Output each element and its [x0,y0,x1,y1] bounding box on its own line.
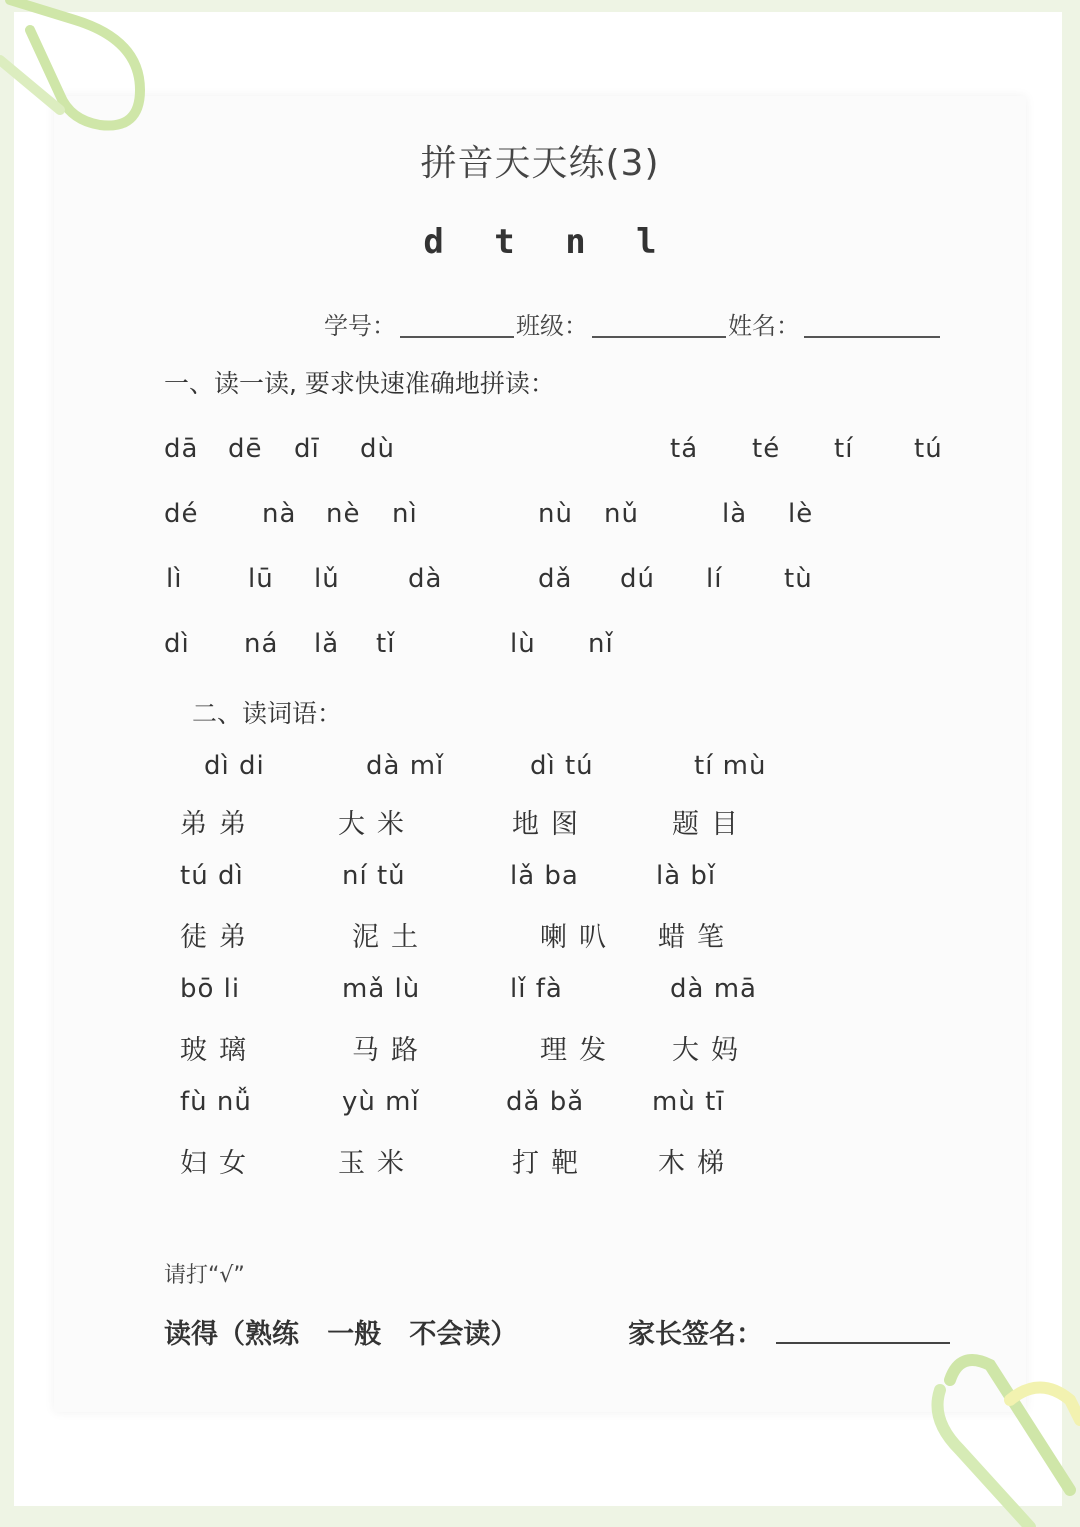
paperclip-icon [920,1340,1080,1527]
word-pinyin: ní tǔ [342,861,406,891]
word-hanzi: 蜡笔 [658,922,736,953]
parent-signature-label: 家长签名： [628,1319,763,1350]
word-hanzi: 弟弟 [180,809,258,840]
word-pinyin: yù mǐ [342,1087,420,1117]
name-label: 姓名： [728,312,800,340]
tick-instruction: 请打“√” [164,1263,245,1288]
syllable: ná [244,629,279,659]
syllable: tǐ [376,629,396,659]
syllable: lù [510,629,536,659]
word-pinyin: tí mù [694,751,767,781]
syllable: lū [248,564,274,594]
word-hanzi: 木梯 [658,1148,736,1179]
syllable: lí [706,564,723,594]
word-pinyin: fù nǚ [180,1087,252,1117]
syllable: tí [834,434,854,464]
syllable: tá [670,434,699,464]
syllable: dú [620,564,655,594]
word-pinyin: tú dì [180,861,244,891]
word-hanzi: 大米 [338,809,416,840]
syllable: dā [164,434,199,464]
word-pinyin: bō li [180,974,241,1004]
word-pinyin: mǎ lù [342,974,421,1004]
reading-rating[interactable]: 读得（熟练 一般 不会读） [164,1319,518,1350]
word-hanzi: 玉米 [338,1148,416,1179]
syllable: dà [408,564,443,594]
word-hanzi: 大妈 [672,1035,750,1066]
syllable: dé [164,499,199,529]
syllable: lè [788,499,814,529]
syllable: dē [228,434,263,464]
word-pinyin: dì tú [530,751,594,781]
syllable: nǐ [588,629,614,659]
word-pinyin: dà mā [670,974,757,1004]
word-hanzi: 打靶 [512,1148,590,1179]
syllable: dī [294,434,320,464]
syllable: tú [914,434,943,464]
syllable: dù [360,434,395,464]
word-hanzi: 妇女 [180,1148,258,1179]
class-blank[interactable] [592,336,726,338]
word-pinyin: dà mǐ [366,751,445,781]
class-label: 班级： [516,312,588,340]
word-pinyin: mù tī [652,1087,725,1117]
student-no-blank[interactable] [400,336,514,338]
word-hanzi: 马路 [352,1035,430,1066]
syllable: tù [784,564,813,594]
syllable: nù [538,499,573,529]
paperclip-icon [0,0,170,150]
initials-heading: d t n l [423,222,657,262]
word-hanzi: 理发 [540,1035,618,1066]
word-pinyin: là bǐ [656,861,717,891]
syllable: nà [262,499,297,529]
word-hanzi: 泥土 [352,922,430,953]
syllable: dì [164,629,190,659]
word-hanzi: 玻璃 [180,1035,258,1066]
word-hanzi: 徒弟 [180,922,258,953]
word-pinyin: dǎ bǎ [506,1087,585,1117]
word-hanzi: 喇叭 [540,922,618,953]
parent-signature-blank[interactable] [776,1342,950,1344]
syllable: té [752,434,781,464]
word-hanzi: 题目 [672,809,750,840]
word-hanzi: 地图 [512,809,590,840]
syllable: dǎ [538,564,573,594]
section2-heading: 二、读词语： [192,699,343,728]
word-pinyin: lǎ ba [510,861,579,891]
word-pinyin: lǐ fà [510,974,563,1004]
name-blank[interactable] [804,336,940,338]
word-pinyin: dì di [204,751,265,781]
syllable: nǔ [604,499,639,529]
syllable: nì [392,499,418,529]
syllable: lì [166,564,183,594]
syllable: nè [326,499,361,529]
syllable: là [722,499,748,529]
page-title: 拼音天天练(3) [420,143,660,184]
section1-heading: 一、读一读, 要求快速准确地拼读： [164,369,555,398]
syllable: lǔ [314,564,340,594]
student-no-label: 学号： [324,312,396,340]
syllable: lǎ [314,629,340,659]
